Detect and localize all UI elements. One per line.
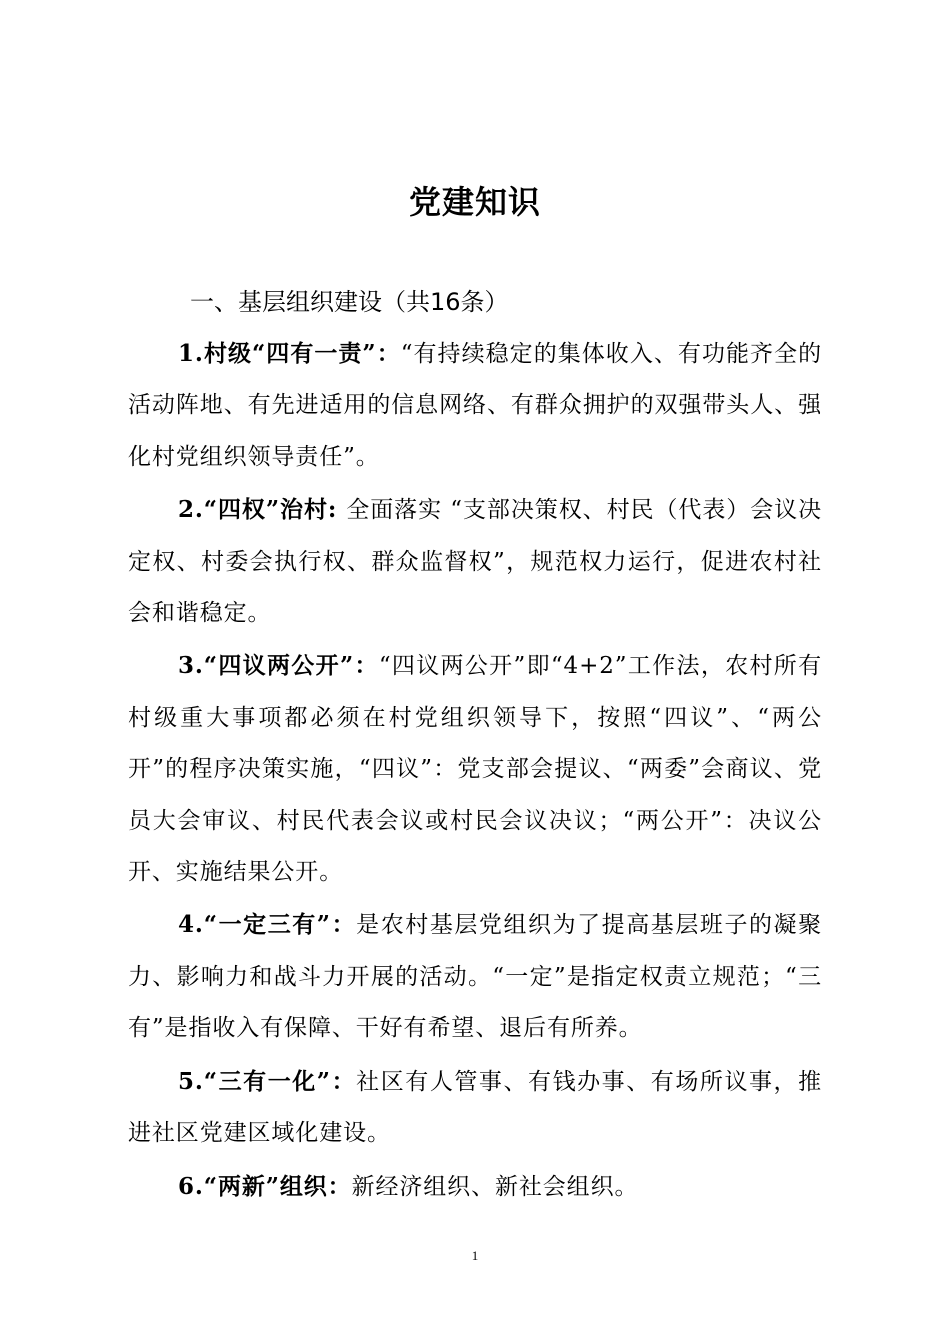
item-1-term: 1.村级“四有一责”	[178, 340, 377, 367]
document-title: 党建知识	[408, 183, 541, 221]
item-5-term: 5.“三有一化”	[178, 1067, 331, 1095]
item-3-term: 3.“四议两公开”	[178, 652, 355, 680]
item-5-body: 社区有人管事、有钱办事、有场所议事，推进社区党建区域化建设。	[128, 1068, 823, 1147]
item-6-separator: ：	[327, 1172, 352, 1200]
item-6-body: 新经济组织、新社会组织。	[351, 1173, 639, 1200]
item-6-term: 6.“两新”组织	[178, 1172, 328, 1200]
item-5-separator: ：	[330, 1067, 357, 1095]
page-number: 1	[471, 1248, 479, 1263]
item-3-body: “四议两公开”即“4+2”工作法，农村所有村级重大事项都必须在村党组织领导下，按照“四议”、“两公开”的程序决策实施，“四议”：党支部会提议、“两委”会商议、党员大会审议、村民代表会议或村民会议决议；“两公开”：决议公开、实施结果公开。	[128, 653, 822, 886]
item-3	[128, 640, 822, 898]
item-1-separator: ：	[376, 340, 401, 367]
item-2	[128, 484, 822, 639]
item-4-separator: ：	[330, 911, 357, 939]
item-4-body: 是农村基层党组织为了提高基层班子的凝聚力、影响力和战斗力开展的活动。“一定”是指定权责立规范；“三有”是指收入有保障、干好有希望、退后有所养。	[128, 912, 823, 1042]
section-heading: 一、基层组织建设（共16条）	[190, 288, 509, 316]
item-4-term: 4.“一定三有”	[178, 911, 331, 939]
item-4	[128, 899, 822, 1054]
item-1-body: “有持续稳定的集体收入、有功能齐全的活动阵地、有先进适用的信息网络、有群众拥护的双强带头人、强化村党组织领导责任”。	[128, 341, 822, 470]
item-6	[128, 1161, 822, 1213]
item-5	[128, 1056, 822, 1160]
item-2-separator: :	[327, 496, 347, 524]
document-body	[128, 328, 822, 1214]
item-2-term: 2.“四权”治村	[178, 496, 328, 524]
item-1	[128, 328, 822, 483]
item-3-separator: ：	[354, 652, 379, 680]
item-2-body: 全面落实 “支部决策权、村民（代表）会议决定权、村委会执行权、群众监督权”，规范权力运行，促进农村社会和谐稳定。	[128, 497, 822, 627]
